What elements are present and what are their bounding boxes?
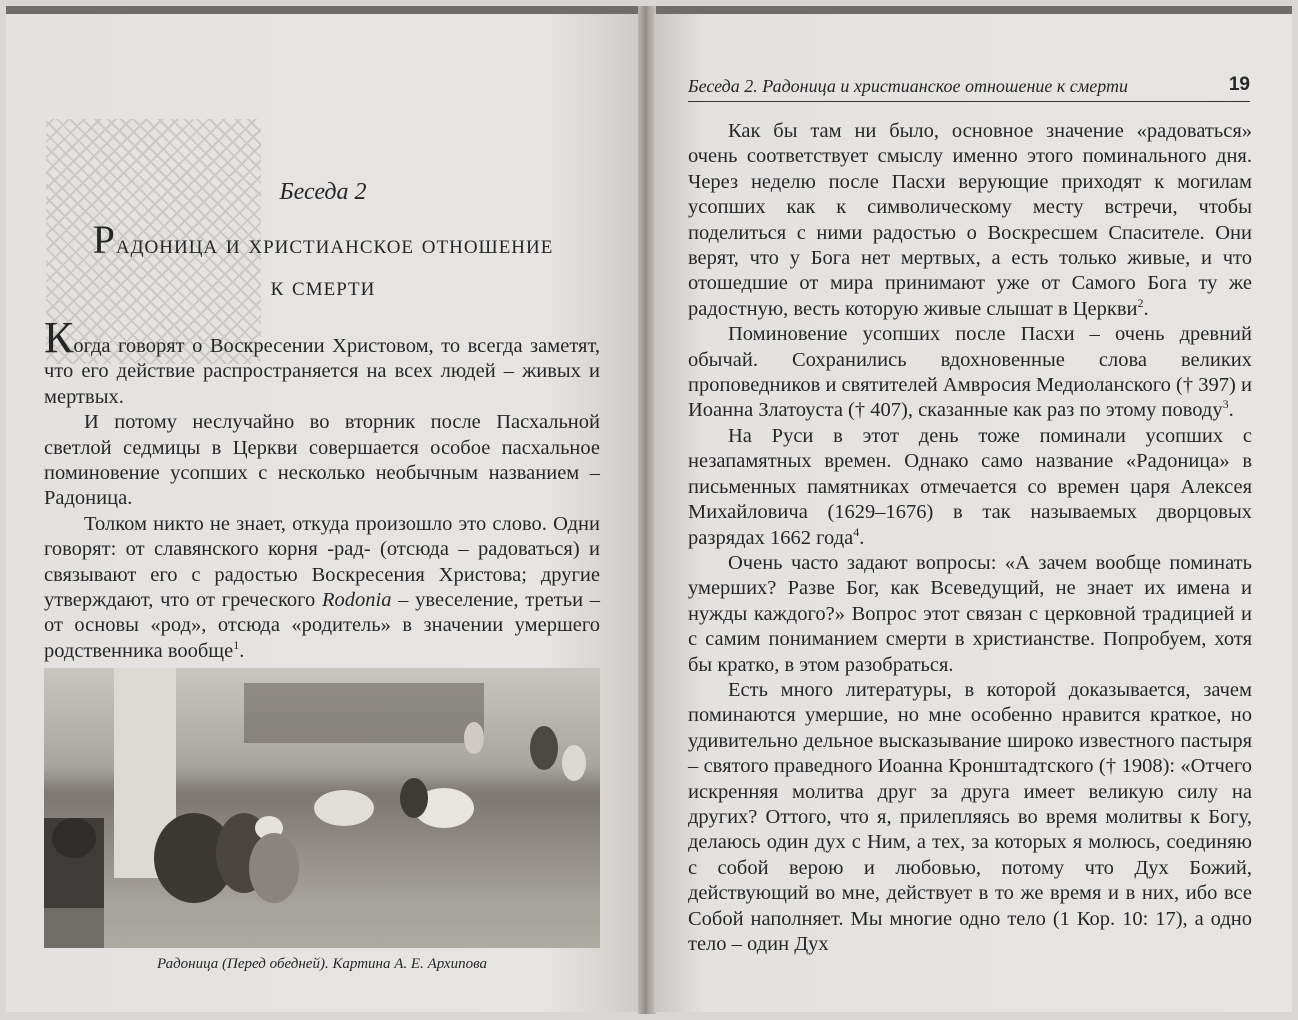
book-spread	[6, 6, 1292, 1014]
footnote-ref: 3	[1222, 397, 1229, 412]
paragraph: Когда говорят о Воскресении Христовом, то всегда заметят, что его действие распространяется на всех людей – живых и мертвых.	[44, 313, 600, 408]
drop-cap: К	[44, 313, 74, 362]
page-number: 19	[1228, 74, 1250, 95]
italic-term: Rodonia	[322, 589, 392, 612]
footnote-ref: 2	[1137, 296, 1144, 311]
chapter-title	[6, 212, 640, 306]
footnote-ref: 4	[853, 524, 860, 539]
paragraph: Есть много литературы, в которой доказывается, зачем поминаются умершие, но мне особенно нравится краткое, но удивительно дельное высказывание широко известного пастыря – святого праведного Иоанна Кронштадтского († 1908): «Отчего искренняя молитва друг за друга имеет великую силу на других? Оттого, что я, прилепляясь во время молитвы к Богу, делаюсь один дух с Ним, а тех, за которых я молюсь, соединяю с собой верою и любовью, потому что Дух Божий, действующий во мне, действует в то же время и в них, ибо все Собой наполняет. Мы многие одно тело (1 Кор. 10: 17), а одно тело – один Дух	[688, 678, 1252, 955]
paragraph: Толком никто не знает, откуда произошло это слово. Одни говорят: от славянского корня -рад- (отсюда – радоваться) и связывают его с радостью Воскресения Христова; другие утверждают, что от греческого Rodonia – увеселение, третьи – от основы «род», отсюда «родитель» в значении умершего родственника вообще$^1$.	[44, 512, 600, 662]
right-body-text	[688, 119, 1252, 957]
footnote-ref: 1	[233, 638, 240, 653]
paragraph: Очень часто задают вопросы: «А зачем вообще поминать умерших? Разве Бог, как Всеведущий, не знает их имена и нужды каждого?» Вопрос этот связан с церковной традицией и с самим пониманием смерти в христианстве. Попробуем, хотя бы кратко, в этом разобраться.	[688, 551, 1252, 676]
running-head	[688, 76, 1250, 102]
running-head-text: Беседа 2. Радоница и христианское отношение к смерти	[688, 76, 1129, 96]
paragraph: Поминовение усопших после Пасхи – очень древний обычай. Сохранились вдохновенные слова великих проповедников и святителей Амвросия Медиоланского († 397) и Иоанна Златоуста († 407), сказанные как раз по этому поводу$^3$.	[688, 323, 1252, 422]
title-line-1: адоница и христианское отношение	[115, 229, 554, 259]
title-line-2: к смерти	[270, 271, 376, 301]
left-body-text	[44, 313, 600, 664]
paragraph: Как бы там ни было, основное значение «радоваться» очень соответствует смыслу именно этого поминального дня. Через неделю после Пасхи верующие приходят к могилам усопших как к символическому месту встречи, чтобы поделиться с ними радостью о Воскресшем Спасителе. Они верят, что у Бога нет мертвых, а есть только живые, и что отошедшие от мира принимают уже от Самого Бога ту же радостную, весть которую живые слышат в Церкви$^2$.	[688, 120, 1252, 320]
chapter-label: Беседа 2	[279, 179, 367, 205]
paragraph: И потому неслучайно во вторник после Пасхальной светлой седмицы в Церкви совершается особое пасхальное поминовение усопших с несколько необычным названием – Радоница.	[44, 411, 600, 510]
right-page	[654, 14, 1292, 1012]
painting-illustration	[44, 668, 600, 948]
title-initial: Р	[92, 217, 116, 262]
paragraph: На Руси в этот день тоже поминали усопших с незапамятных времен. Однако само название «Радоница» в письменных памятниках отмечается со времен царя Алексея Михайловича (1629–1676) в так называемых дворцовых разрядах 1662 года$^4$.	[688, 424, 1252, 549]
left-page	[6, 14, 640, 1012]
illustration-caption: Радоница (Перед обедней). Картина А. Е. Архипова	[156, 956, 487, 972]
